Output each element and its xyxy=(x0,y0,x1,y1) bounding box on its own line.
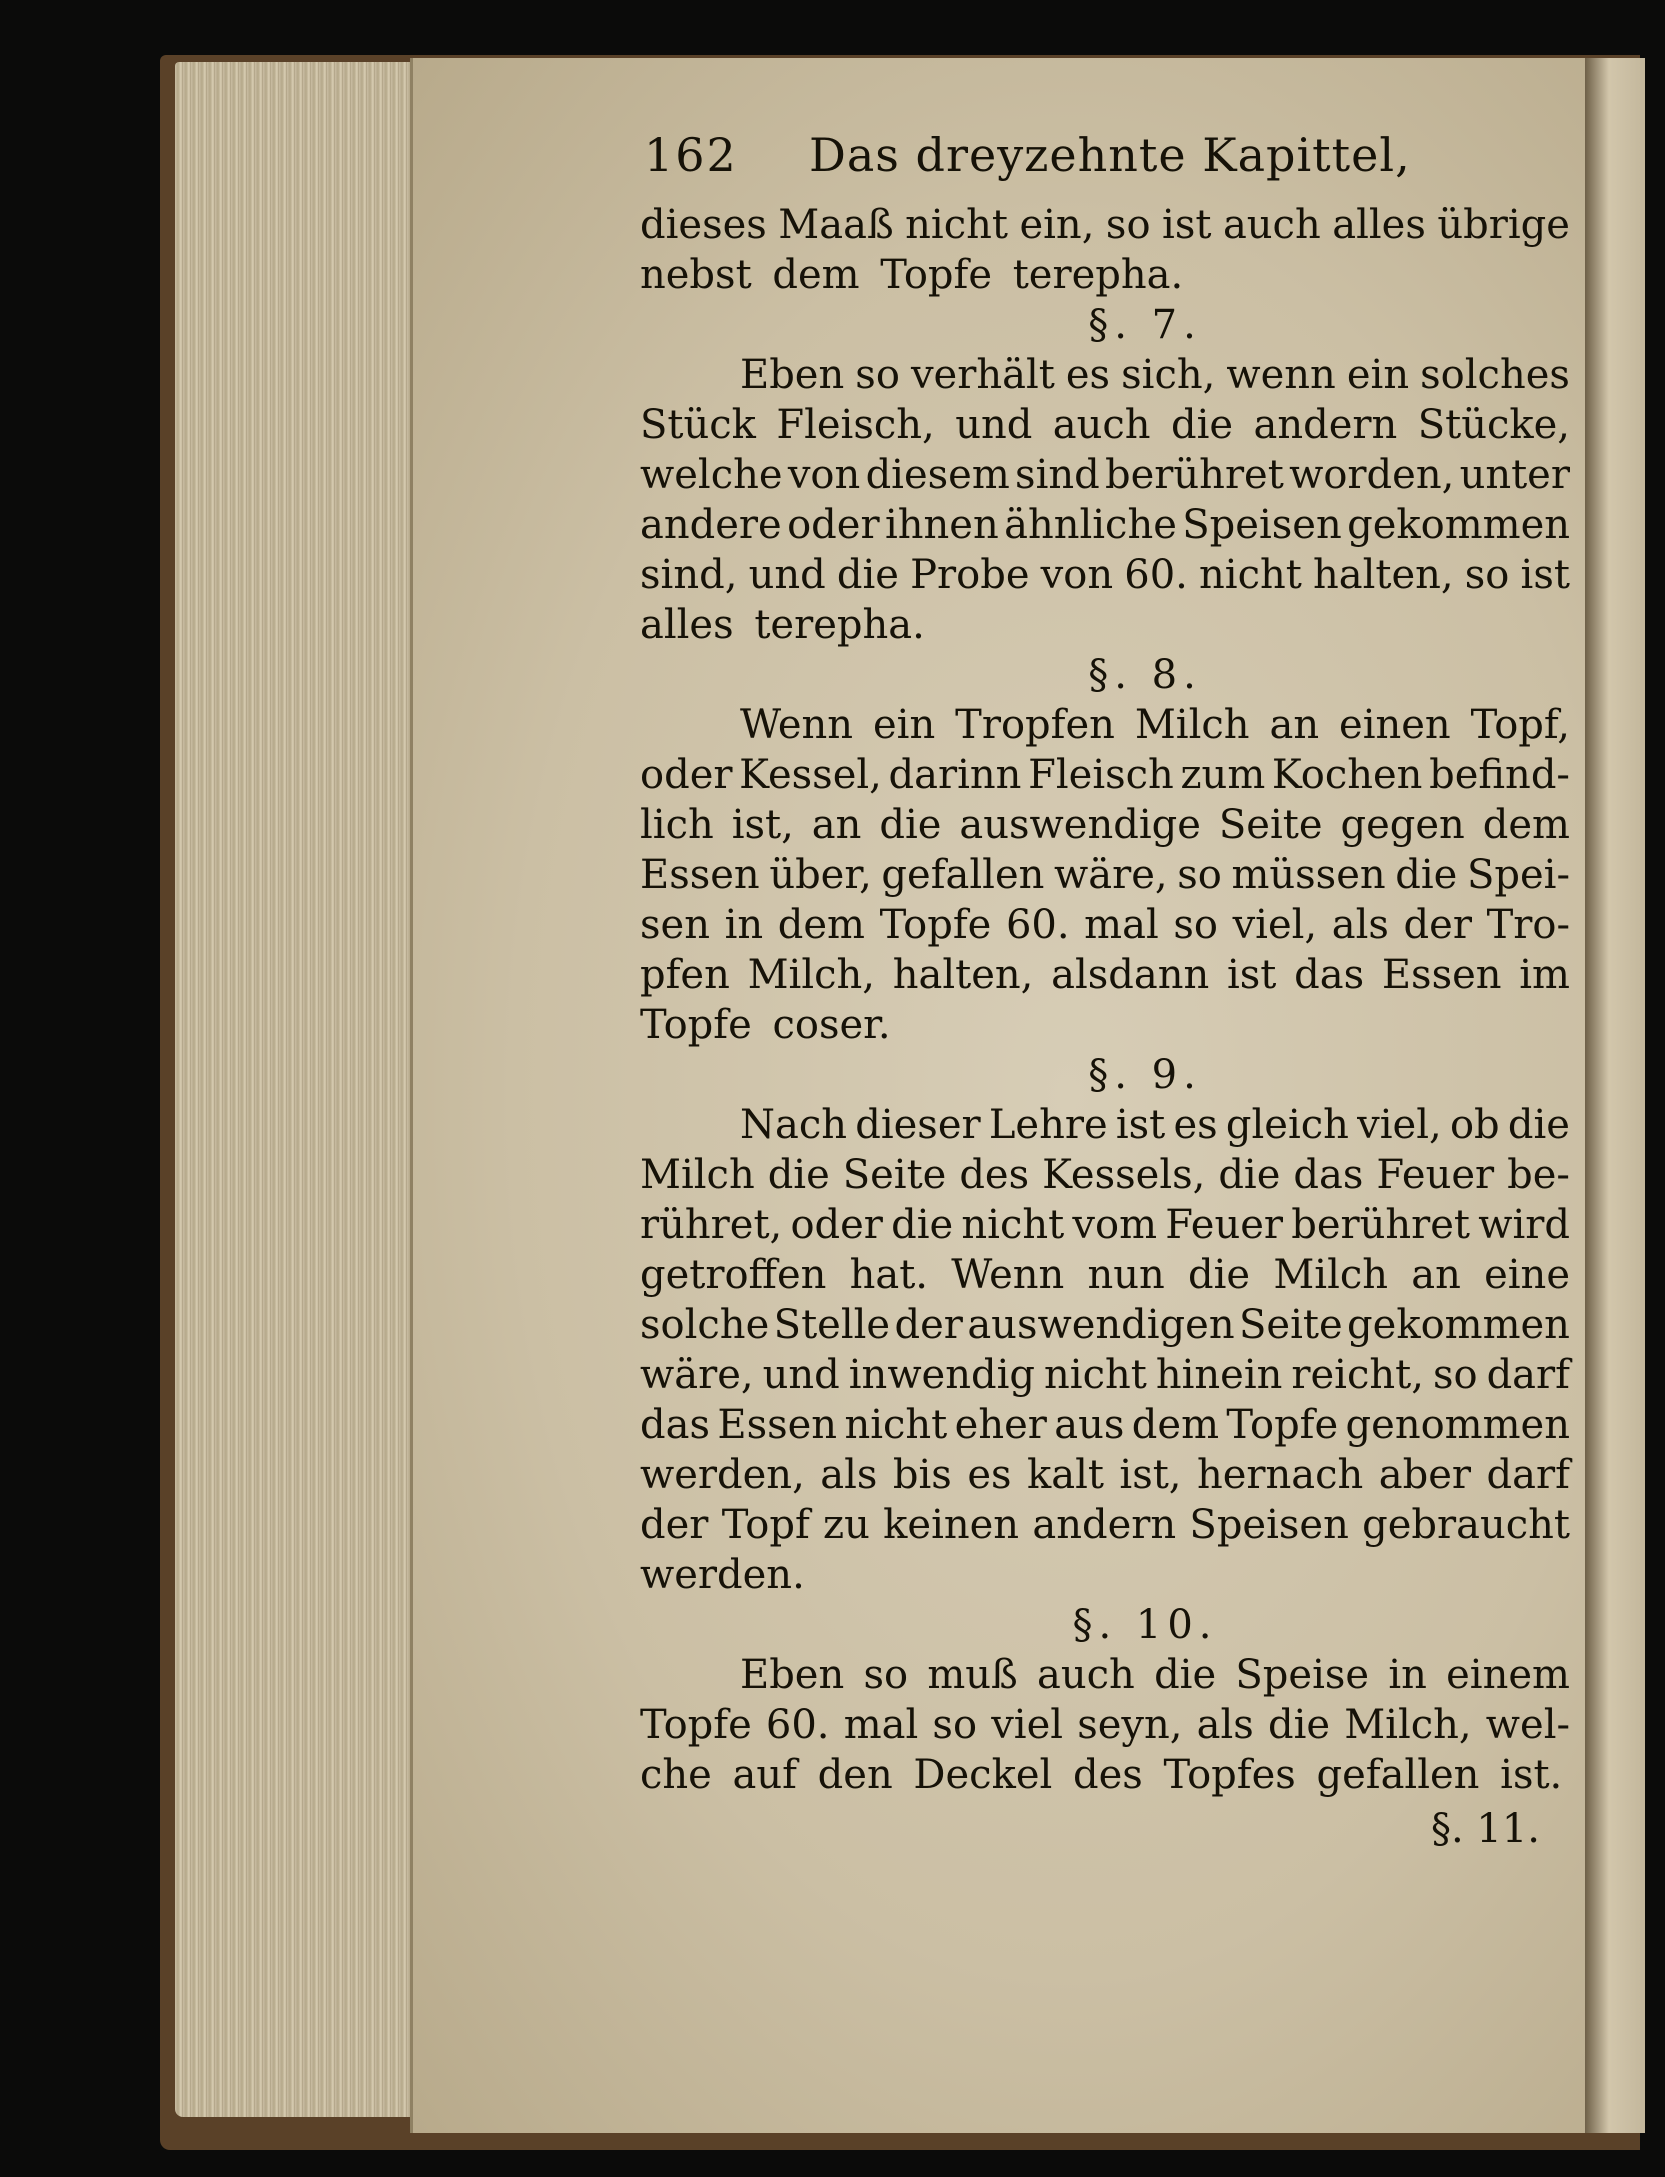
text-line: solche Stelle der auswendigen Seite gekommen xyxy=(640,1302,1570,1348)
text-line: che auf den Deckel des Topfes gefallen ist. xyxy=(640,1752,1563,1798)
text-line: Eben so muß auch die Speise in einem xyxy=(740,1652,1570,1698)
section-heading: §. 9. xyxy=(1088,1052,1202,1098)
chapter-title: Das dreyzehnte Kapittel, xyxy=(809,128,1411,182)
text-line: werden. xyxy=(640,1552,805,1598)
text-line: Nach dieser Lehre ist es gleich viel, ob die xyxy=(740,1102,1570,1148)
text-line: welche von diesem sind berühret worden, unter xyxy=(640,452,1570,498)
text-line: Eben so verhält es sich, wenn ein solches xyxy=(740,352,1570,398)
page-edges xyxy=(175,62,450,2117)
text-line: lich ist, an die auswendige Seite gegen dem xyxy=(640,802,1570,848)
text-line: Topfe 60. mal so viel seyn, als die Milch, wel- xyxy=(640,1702,1570,1748)
text-line: Stück Fleisch, und auch die andern Stücke, xyxy=(640,402,1570,448)
text-line: Essen über, gefallen wäre, so müssen die Spei- xyxy=(640,852,1570,898)
text-line: sen in dem Topfe 60. mal so viel, als der Tro- xyxy=(640,902,1570,948)
running-head xyxy=(644,130,1570,200)
page-text xyxy=(640,130,1570,1854)
section-heading: §. 10. xyxy=(1072,1602,1218,1648)
page-gutter xyxy=(1585,58,1645,2133)
text-line: Topfe coser. xyxy=(640,1002,891,1048)
text-line: sind, und die Probe von 60. nicht halten, so ist xyxy=(640,552,1570,598)
page-number: 162 xyxy=(644,128,738,182)
text-line: dieses Maaß nicht ein, so ist auch alles übrige xyxy=(640,202,1570,248)
text-line: wäre, und inwendig nicht hinein reicht, so darf xyxy=(640,1352,1570,1398)
section-heading: §. 7. xyxy=(1088,302,1202,348)
text-line: andere oder ihnen ähnliche Speisen gekommen xyxy=(640,502,1570,548)
catchword: §. 11. xyxy=(1430,1806,1540,1852)
text-line: werden, als bis es kalt ist, hernach aber darf xyxy=(640,1452,1570,1498)
text-line: getroffen hat. Wenn nun die Milch an eine xyxy=(640,1252,1570,1298)
text-line: oder Kessel, darinn Fleisch zum Kochen befind- xyxy=(640,752,1570,798)
text-line: das Essen nicht eher aus dem Topfe genommen xyxy=(640,1402,1570,1448)
text-line: alles terepha. xyxy=(640,602,925,648)
text-line: Milch die Seite des Kessels, die das Feuer be- xyxy=(640,1152,1570,1198)
text-line: Wenn ein Tropfen Milch an einen Topf, xyxy=(740,702,1570,748)
text-line: der Topf zu keinen andern Speisen gebraucht xyxy=(640,1502,1570,1548)
text-line: nebst dem Topfe terepha. xyxy=(640,252,1184,298)
body-text xyxy=(640,200,1570,1800)
text-line: pfen Milch, halten, alsdann ist das Essen im xyxy=(640,952,1570,998)
text-line: rühret, oder die nicht vom Feuer berühret wird xyxy=(640,1202,1570,1248)
section-heading: §. 8. xyxy=(1088,652,1202,698)
